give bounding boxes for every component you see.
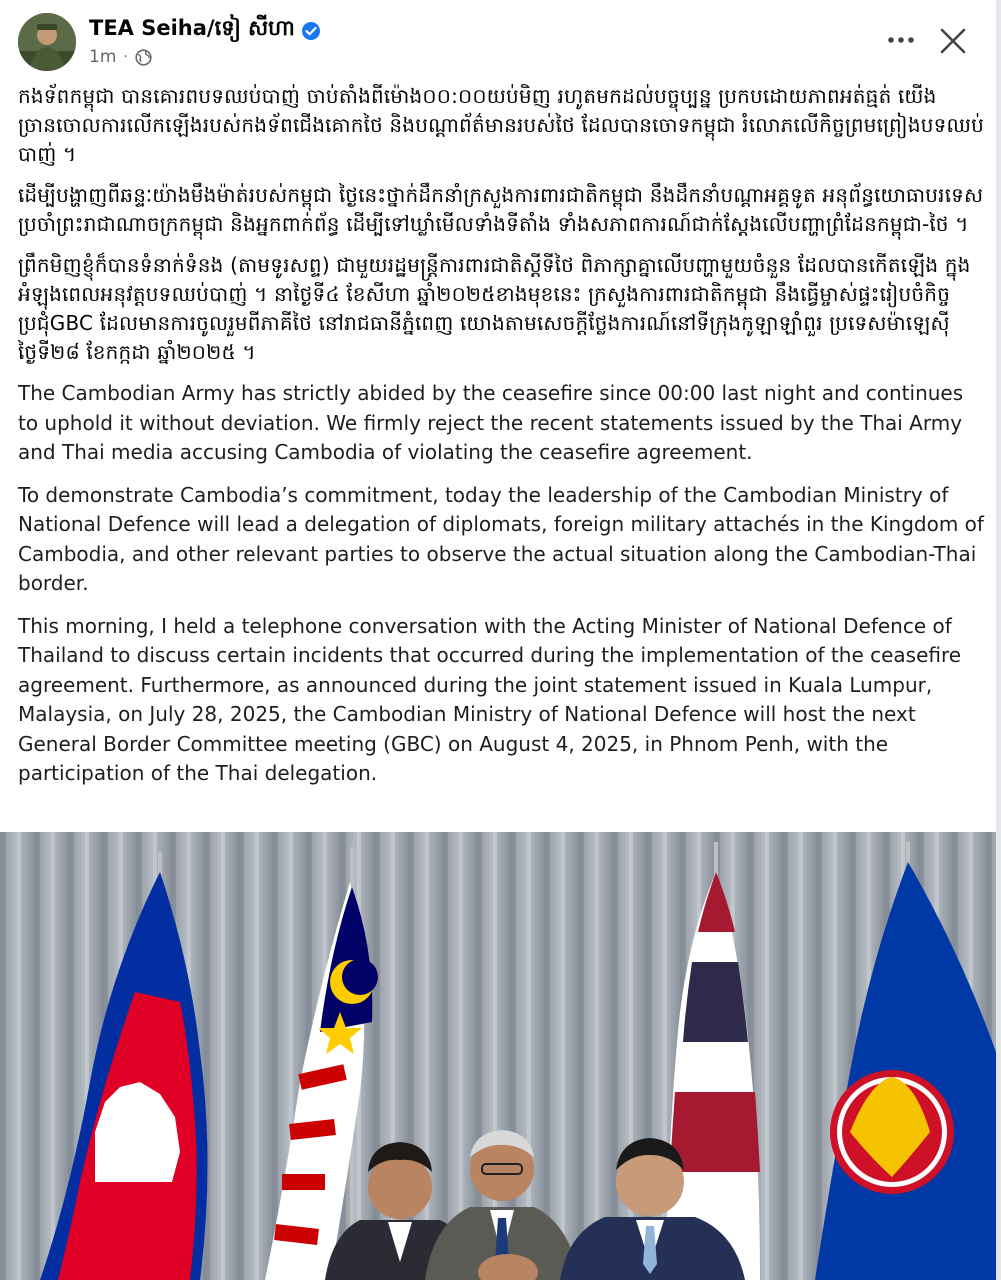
close-icon[interactable] (937, 25, 969, 57)
post-paragraph-km-2: ដើម្បីបង្ហាញពីឆន្ទៈយ៉ាងមឹងម៉ាត់របស់កម្ពុជា ថ្ងៃនេះថ្នាក់ដឹកនាំក្រសួងការពារជាតិកម្ពុជា នឹងដឹកនាំបណ្តាអគ្គទូត អនុព័ន្ធយោធាបរទេស ប្រចាំព្រះរាជាណាចក្រកម្ពុជា និងអ្នកពាក់ព័ន្ធ ដើម្បីទៅឃ្លាំមើលទាំងទីតាំង ទាំងសភាពការណ៍ជាក់ស្តែងលើបញ្ហាព្រំដែនកម្ពុជា-ថៃ ។ (18, 183, 984, 236)
post-header (0, 0, 1001, 80)
avatar[interactable] (18, 13, 76, 71)
author-name[interactable]: TEA Seiha/ទៀ សីហា (89, 16, 295, 40)
post-photo[interactable] (0, 832, 996, 1280)
separator-dot: · (123, 49, 128, 65)
post-body (18, 82, 986, 802)
post-paragraph-km-3: ព្រឹកមិញខ្ញុំក៏បានទំនាក់ទំនង (តាមទូរសព្ទ) ជាមួយរដ្ឋមន្ត្រីការពារជាតិស្តីទីថៃ ពិភាក្សាគ្នាលើបញ្ហាមួយចំនួន ដែលបានកើតឡើង ក្នុងអំឡុងពេលអនុវត្តបទឈប់បាញ់ ។ នាថ្ងៃទី៤ ខែសីហា ឆ្នាំ២០២៥ខាងមុខនេះ ក្រសួងការពារជាតិកម្ពុជា នឹងធ្វើម្ចាស់ផ្ទះរៀបចំកិច្ចប្រជុំGBC ដែលមានការចូលរួមពីភាគីថៃ នៅរាជធានីភ្នំពេញ យោងតាមសេចក្តីថ្លែងការណ៍នៅទីក្រុងកូឡាឡាំពួរ ប្រទេសម៉ាឡេស៊ី ថ្ងៃទី២៨ ខែកក្កដា ឆ្នាំ២០២៥ ។ (18, 253, 971, 364)
post-paragraph-en-1: The Cambodian Army has strictly abided by the ceasefire since 00:00 last night and continues to uphold it without deviation. We firmly reject the recent statements issued by the Thai Army and Thai media accusing Cambodia of violating the ceasefire agreement. (18, 381, 964, 464)
post-paragraph-km-1: កងទ័ពកម្ពុជា បានគោរពបទឈប់បាញ់ ចាប់តាំងពីម៉ោង០០:០០យប់មិញ រហូតមកដល់បច្ចុប្បន្ន ប្រកបដោយភាពអត់ធ្មត់ យើងច្រានចោលការលើកឡើងរបស់កងទ័ពជើងគោកថៃ និងបណ្តាព័ត៌មានរបស់ថៃ ដែលបានចោទកម្ពុជា រំលោភលើកិច្ចព្រមព្រៀងបទឈប់បាញ់ ។ (18, 84, 985, 166)
avatar-image (18, 13, 76, 71)
scrollbar-track (996, 0, 1001, 1280)
post-timestamp[interactable]: 1m (89, 47, 117, 67)
globe-icon (135, 49, 152, 66)
photo-illustration (0, 832, 996, 1280)
more-options-icon[interactable] (884, 26, 918, 54)
post-paragraph-en-3: This morning, I held a telephone conversation with the Acting Minister of National Defence of Thailand to discuss certain incidents that occurred during the implementation of the ceasefire agreement. Furthermore, as announced during the joint statement issued in Kuala Lumpur, Malaysia, on July 28, 2025, the Cambodian Ministry of National Defence will host the next General Border Committee meeting (GBC) on August 4, 2025, in Phnom Penh, with the participation of the Thai delegation. (18, 613, 962, 785)
verified-badge-icon (301, 21, 321, 41)
post-paragraph-en-2: To demonstrate Cambodia’s commitment, today the leadership of the Cambodian Ministry of National Defence will lead a delegation of diplomats, foreign military attachés in the Kingdom of Cambodia, and other relevant parties to observe the actual situation along the Cambodian-Thai border. (18, 482, 984, 595)
